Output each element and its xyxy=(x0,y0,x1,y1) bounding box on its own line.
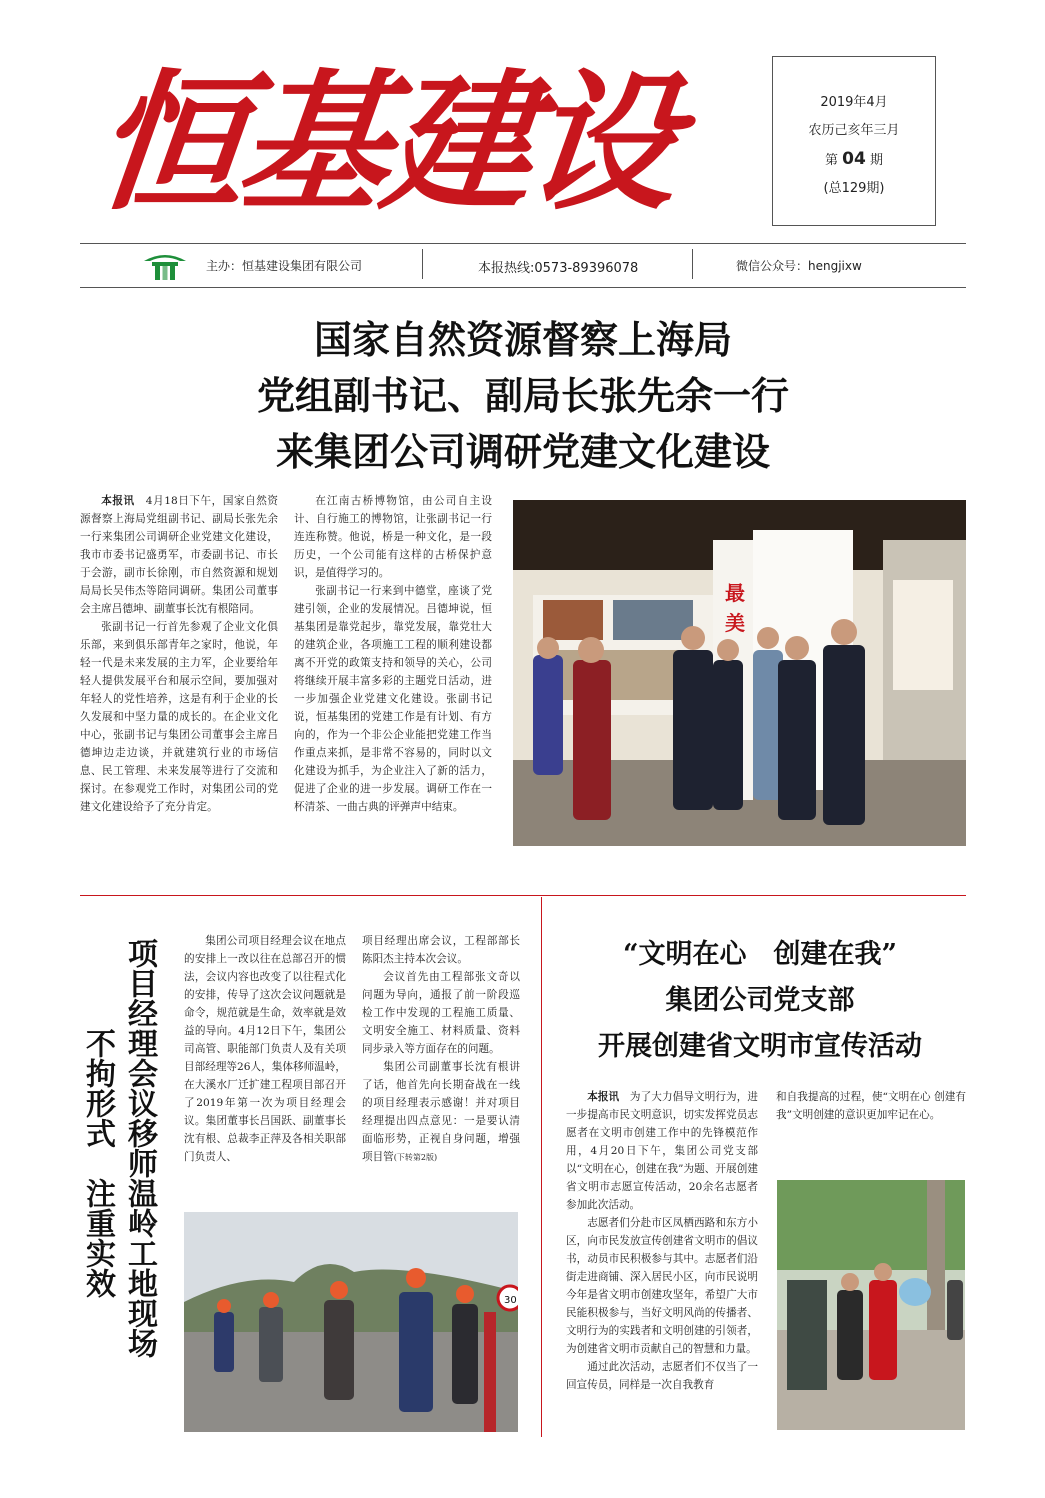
article1-headline xyxy=(80,312,966,480)
masthead-title: 恒基建设 xyxy=(86,55,682,231)
photo-sign-text: 最美 xyxy=(725,581,745,635)
article1-paragraph: 张副书记一行来到中德堂，座谈了党建引领，企业的发展情况。吕德坤说，恒基集团是靠党起步，靠党发展，靠党壮大的建筑企业，各项施工工程的顺利建设都离不开党的政策支持和领导的关心，公司将继续开展丰富多彩的主题党日活动，进一步加强企业党建文化建设。张副书记说，恒基集团的党建工作是有计划、有方向的，作为一个非公企业能把党建工作当作重点来抓，是非常不容易的，同时以文化建设为抓手，为企业注入了新的活力，促进了企业的进一步发展。调研工作在一杯清茶、一曲古典的评弹声中结束。 xyxy=(294,585,492,813)
article3-headline-line: 集团公司党支部 xyxy=(665,985,855,1016)
info-separator xyxy=(692,249,693,279)
sponsor-text: 主办：恒基建设集团有限公司 xyxy=(206,259,363,273)
column-divider xyxy=(541,897,542,1437)
issue-box xyxy=(772,56,936,226)
hotline-text: 本报热线:0573-89396078 xyxy=(478,261,639,276)
article3-photo xyxy=(777,1180,965,1430)
article3-headline xyxy=(560,932,960,1070)
issue-lunar-date: 农历己亥年三月 xyxy=(808,123,900,138)
article1-lead-label: 本报讯 xyxy=(101,495,135,507)
article1-paragraph: 在江南古桥博物馆，由公司自主设计、自行施工的博物馆，让张副书记一行连连称赞。他说，桥是一种文化，是一段历史，一个公司能有这样的古桥保护意识，是值得学习的。 xyxy=(294,495,492,579)
wechat-text: 微信公众号：hengjixw xyxy=(736,259,862,273)
issue-date: 2019年4月 xyxy=(820,95,888,110)
article1-headline-line: 党组副书记、副局长张先余一行 xyxy=(256,373,789,418)
masthead-divider-bottom xyxy=(80,287,966,288)
article3-paragraph: 通过此次活动，志愿者们不仅当了一回宣传员，同样是一次自我教育 xyxy=(566,1361,758,1391)
article1-column-1 xyxy=(80,492,278,816)
issue-suffix: 期 xyxy=(869,153,883,168)
volunteer-photo xyxy=(777,1180,965,1430)
article2-paragraph: 集团公司项目经理会议在地点的安排上一改以往在总部召开的惯法，会议内容也改变了以往程式化的安排，传导了这次会议问题就是命令，规范就是生命，效率就是效益的导向。4月12日下午，集团公司高管、职能部门负责人及有关项目部经理等26人，集体移师温岭，在大溪水厂迁扩建工程项目部召开了2019年第一次为项目经理会议。集团董事长吕国跃、副董事长沈有根、总裁李正萍及各相关职部门负责人、 xyxy=(184,935,346,1163)
article2-headline-main: 项目经理会议移师温岭工地现场 xyxy=(122,938,157,1358)
issue-prefix: 第 xyxy=(825,153,839,168)
speed-sign-text: 30 xyxy=(504,1295,517,1306)
article2-paragraph: 会议首先由工程部张文奇以问题为导向，通报了前一阶段巡检工作中发现的工程施工质量、文明安全施工、材料质量、资料同步录入等方面存在的问题。 xyxy=(362,971,520,1055)
article1-paragraph: 张副书记一行首先参观了企业文化俱乐部，来到俱乐部青年之家时，他说，年轻一代是未来发展的主力军，企业要给年轻人提供发展平台和展示空间，要加强对年轻人的党性培养，这是有利于企业的长久发展和中坚力量的成长的。在企业文化中心，张副书记与集团公司董事会主席吕德坤边走边谈，并就建筑行业的市场信息、民工管理、未来发展等进行了交流和探讨。在参观党工作时，对集团公司的党建文化建设给予了充分肯定。 xyxy=(80,621,278,813)
article1-headline-line: 来集团公司调研党建文化建设 xyxy=(275,429,770,474)
article2-headline-sub: 不拘形式 注重实效 xyxy=(80,1028,115,1298)
issue-total: (总129期) xyxy=(823,181,885,196)
article3-lead-label: 本报讯 xyxy=(587,1091,620,1103)
continued-note: (下转第2版) xyxy=(393,1153,438,1162)
issue-number-line xyxy=(773,145,935,175)
article3-column-2 xyxy=(776,1088,966,1124)
article1-headline-line: 国家自然资源督察上海局 xyxy=(313,317,732,362)
info-separator xyxy=(422,249,423,279)
article3-paragraph: 志愿者们分赴市区凤栖西路和东方小区，向市民发放宣传创建省文明市的倡议书，动员市民积极参与其中。志愿者们沿街走进商铺、深入居民小区，向市民说明今年是省文明市创建攻坚年，希望广大市民能积极参与，当好文明风尚的传播者、文明行为的实践者和文明创建的引领者，为创建省文明市贡献自己的智慧和力量。 xyxy=(566,1217,758,1355)
section-divider xyxy=(80,895,966,896)
article2-paragraph: 集团公司副董事长沈有根讲了话，他首先向长期奋战在一线的项目经理表示感谢！并对项目经理提出四点意见：一是要认清面临形势，正视自身问题，增强项目管(下转第2版) xyxy=(362,1061,520,1163)
article1-photo xyxy=(513,500,966,846)
article2-paragraph: 项目经理出席会议，工程部部长陈阳杰主持本次会议。 xyxy=(362,935,520,965)
article2-photo xyxy=(184,1212,518,1432)
article2-column-2 xyxy=(362,932,520,1167)
article3-paragraph: 和自我提高的过程，使“文明在心 创建有我”文明创建的意识更加牢记在心。 xyxy=(776,1091,966,1121)
site-visit-photo xyxy=(184,1212,518,1432)
article3-headline-line: 开展创建省文明市宣传活动 xyxy=(598,1031,922,1062)
article2-column-1 xyxy=(184,932,346,1166)
article3-column-1 xyxy=(566,1088,758,1394)
article1-column-2 xyxy=(294,492,492,816)
company-logo-icon xyxy=(140,249,190,281)
visit-museum-photo xyxy=(513,500,966,846)
article3-paragraph: 本报讯 为了大力倡导文明行为，进一步提高市民文明意识，切实发挥党员志愿者在文明市创建工作中的先锋模范作用，4月20日下午，集团公司党支部以“文明在心，创建在我”为题、开展创建省文明市志愿宣传活动，20余名志愿者参加此次活动。 xyxy=(566,1091,759,1211)
info-bar xyxy=(80,245,966,285)
issue-number: 04 xyxy=(842,149,866,169)
masthead-divider-top xyxy=(80,243,966,244)
article1-paragraph: 本报讯 4月18日下午，国家自然资源督察上海局党组副书记、副局长张先余一行来集团公司调研企业党建文化建设，我市市委书记盛勇军，市委副书记、市长于会游，副市长徐刚，市自然资源和规划局局长吴伟杰等陪同调研。集团公司董事会主席吕德坤、副董事长沈有根陪同。 xyxy=(80,495,278,615)
article3-headline-line: “文明在心 创建在我” xyxy=(622,939,898,970)
